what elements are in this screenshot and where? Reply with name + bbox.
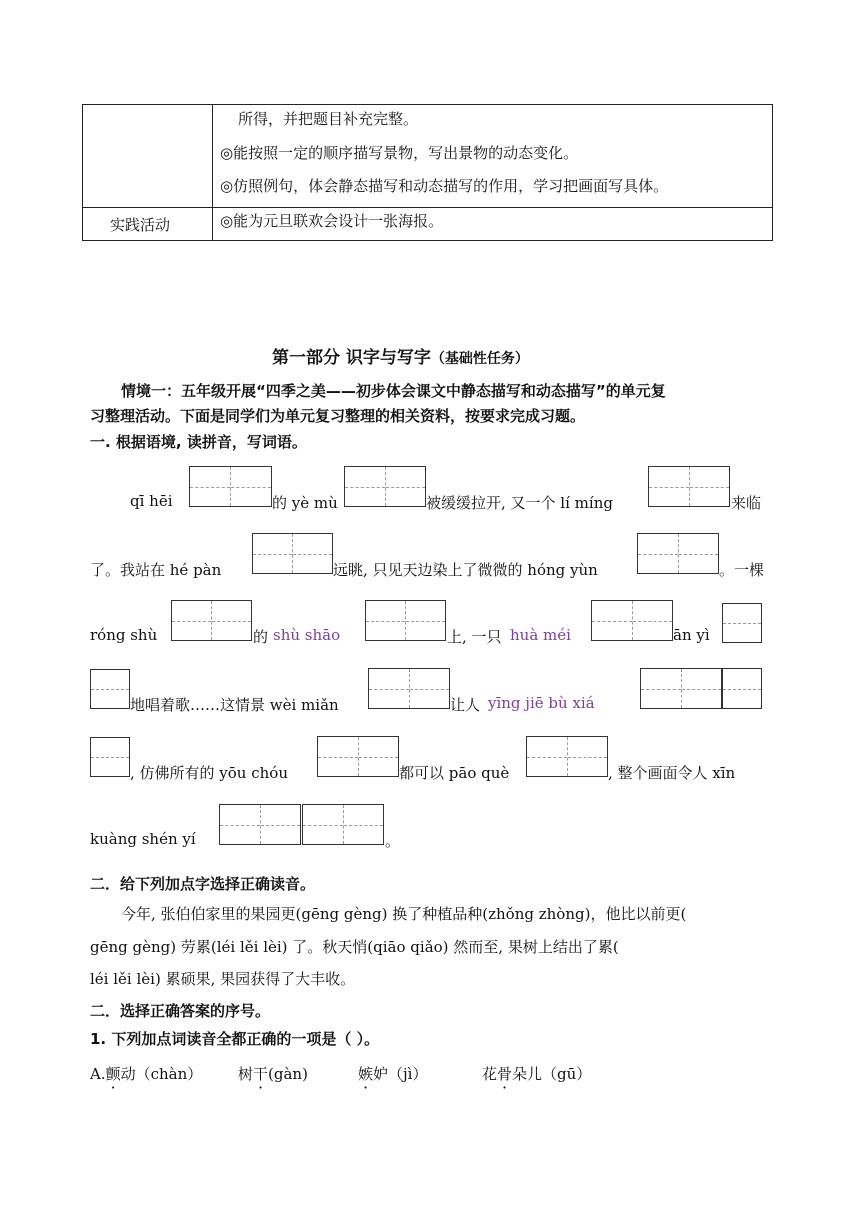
answer-grid[interactable] xyxy=(219,804,301,845)
dotted-char: 骨 xyxy=(497,1065,513,1083)
answer-grid[interactable] xyxy=(302,804,384,845)
context-line: 情境一：五年级开展“四季之美——初步体会课文中静态描写和动态描写”的单元复 xyxy=(121,382,666,400)
section-title xyxy=(272,343,529,368)
answer-grid[interactable] xyxy=(90,669,130,709)
dotted-char: 干 xyxy=(253,1065,269,1083)
option-text: 妒（jì） xyxy=(373,1065,428,1083)
question-heading: 二．给下列加点字选择正确读音。 xyxy=(90,875,316,893)
option-text: 花 xyxy=(482,1065,498,1083)
question-text-line: gēng gèng) 劳累(léi lěi lèi) 了。秋天悄(qiāo qiǎo) 然而至, 果树上结出了累( xyxy=(90,938,619,956)
section-title-text: 第一部分 识字与写字 xyxy=(272,348,431,368)
answer-grid[interactable] xyxy=(252,533,333,574)
sentence-text: 上, 一只 xyxy=(447,628,502,646)
sentence-text: 都可以 pāo què xyxy=(399,764,510,782)
answer-grid[interactable] xyxy=(317,736,399,777)
sentence-text: 让人 xyxy=(450,696,481,714)
answer-grid[interactable] xyxy=(189,466,272,507)
question-text-line: 今年, 张伯伯家里的果园更(gēng gèng) 换了种植品种(zhǒng zhòng)，他比以前更( xyxy=(121,905,687,923)
answer-grid[interactable] xyxy=(591,600,673,641)
answer-grid[interactable] xyxy=(365,600,446,641)
question-text-line: léi lěi lèi) 累硕果, 果园获得了大丰收。 xyxy=(90,970,356,988)
question-heading: 二．选择正确答案的序号。 xyxy=(90,1002,271,1020)
option-a-word xyxy=(238,1063,308,1084)
option-text: 树 xyxy=(238,1065,254,1083)
table-row-divider xyxy=(83,207,772,208)
pinyin-text-highlight: shù shāo xyxy=(273,626,341,644)
answer-grid[interactable] xyxy=(368,668,450,709)
option-text: (gàn) xyxy=(268,1065,308,1083)
pinyin-text: ān yì xyxy=(673,626,710,644)
dotted-char: 嫉 xyxy=(358,1065,374,1083)
table-text-line: 所得，并把题目补充完整。 xyxy=(238,110,419,128)
question-heading: 一. 根据语境, 读拼音，写词语。 xyxy=(90,433,307,451)
sentence-text: 地唱着歌……这情景 wèi miǎn xyxy=(130,696,339,714)
sentence-text: 。一棵 xyxy=(719,561,765,579)
table-text-line: ◎能为元旦联欢会设计一张海报。 xyxy=(220,212,444,230)
option-a-word xyxy=(482,1063,591,1084)
pinyin-text: róng shù xyxy=(90,626,158,644)
pinyin-text-highlight: yīng jiē bù xiá xyxy=(488,694,595,712)
sentence-text: 的 yè mù xyxy=(272,494,338,512)
answer-grid[interactable] xyxy=(722,668,762,709)
sentence-text: , 整个画面令人 xīn xyxy=(608,764,736,782)
table-row-label: 实践活动 xyxy=(110,216,171,234)
option-text: 朵儿（gū） xyxy=(512,1065,592,1083)
sentence-text: , 仿佛所有的 yōu chóu xyxy=(130,764,288,782)
answer-grid[interactable] xyxy=(648,466,730,507)
pinyin-text-highlight: huà méi xyxy=(510,626,571,644)
answer-grid[interactable] xyxy=(640,668,722,709)
sentence-text: 了。我站在 hé pàn xyxy=(90,561,222,579)
table-text-line: ◎仿照例句，体会静态描写和动态描写的作用，学习把画面写具体。 xyxy=(220,177,669,195)
section-title-note: （基础性任务） xyxy=(430,351,529,367)
table-column-divider xyxy=(212,105,213,240)
option-a-word xyxy=(358,1063,427,1084)
answer-grid[interactable] xyxy=(722,603,762,643)
sentence-text: 被缓缓拉开, 又一个 lí míng xyxy=(426,494,613,512)
option-a[interactable] xyxy=(90,1063,202,1084)
dotted-char: 颤 xyxy=(105,1065,121,1083)
answer-grid[interactable] xyxy=(344,466,426,507)
sentence-text: 。 xyxy=(385,832,401,850)
answer-grid[interactable] xyxy=(526,736,608,777)
answer-grid[interactable] xyxy=(171,600,252,641)
option-text: 动（chàn） xyxy=(120,1065,203,1083)
pinyin-text: kuàng shén yí xyxy=(90,830,196,848)
answer-grid[interactable] xyxy=(90,737,130,777)
question-item: 1. 下列加点词读音全都正确的一项是（ ）。 xyxy=(90,1030,380,1048)
context-line: 习整理活动。下面是同学们为单元复习整理的相关资料，按要求完成习题。 xyxy=(90,407,586,425)
table-text-line: ◎能按照一定的顺序描写景物，写出景物的动态变化。 xyxy=(220,144,579,162)
sentence-text: 的 xyxy=(253,628,269,646)
sentence-text: 远眺, 只见天边染上了微微的 hóng yùn xyxy=(333,561,598,579)
sentence-text: 来临 xyxy=(731,494,762,512)
answer-grid[interactable] xyxy=(637,533,719,574)
pinyin-text: qī hēi xyxy=(130,492,173,510)
option-label: A. xyxy=(90,1065,106,1083)
